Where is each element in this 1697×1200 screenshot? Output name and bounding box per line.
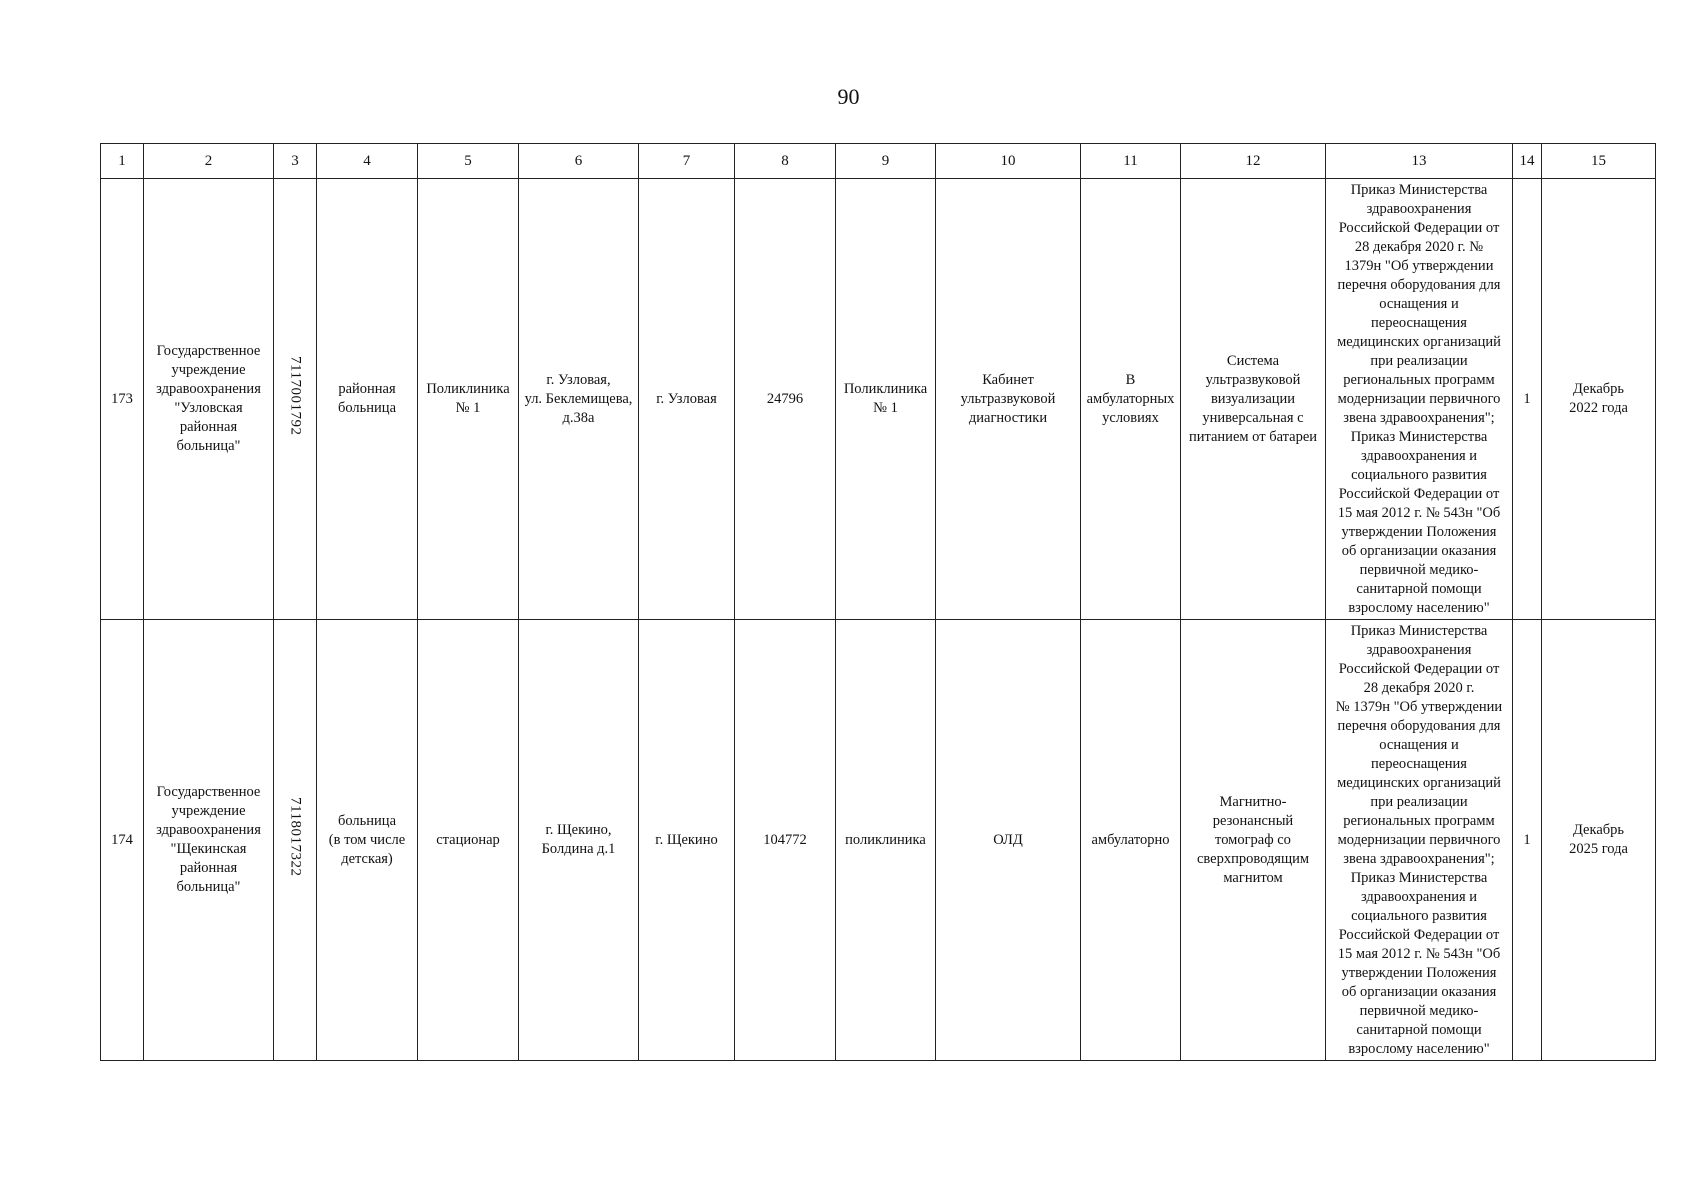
city-text: г. Узловая <box>656 390 717 407</box>
address-cell <box>519 179 639 620</box>
department-text: ОЛД <box>993 831 1023 848</box>
facility-type-text: больница (в том числе детская) <box>328 812 406 867</box>
column-number: 12 <box>1181 144 1326 179</box>
population-cell <box>735 179 836 620</box>
page-number: 90 <box>837 84 860 109</box>
inn-text: 7117001792 <box>287 356 304 436</box>
population-cell <box>735 620 836 1061</box>
quantity-cell <box>1513 620 1542 1061</box>
population-text: 104772 <box>763 831 807 848</box>
deadline-cell <box>1542 620 1656 1061</box>
legal-basis-text: Приказ Министерства здравоохранения Российской Федерации от 28 декабря 2020 г. № 1379н "Об утверждении перечня оборудования для оснащения и переоснащения медицинских организаций при реализации региональных программ модернизации первичного звена здравоохранения"; Приказ Министерства здравоохранения и социального развития Российской Федерации от 15 мая 2012 г. № 543н "Об утверждении Положения об организации оказания первичной медико- санитарной помощи взрослому населению" <box>1335 622 1503 1057</box>
unit-text: стационар <box>436 831 500 848</box>
column-number-row <box>101 144 1656 179</box>
row-number-cell <box>101 620 144 1061</box>
column-number: 8 <box>735 144 836 179</box>
department-cell <box>936 620 1081 1061</box>
organization-text: Государственное учреждение здравоохранения "Узловская районная больница" <box>156 343 261 454</box>
column-number: 3 <box>274 144 317 179</box>
subdivision-text: Поликлиника № 1 <box>843 381 928 416</box>
equipment-text: Система ультразвуковой визуализации универсальная с питанием от батареи <box>1188 352 1318 445</box>
city-text: г. Щекино <box>655 831 718 848</box>
unit-cell <box>418 620 519 1061</box>
equipment-text: Магнитно- резонансный томограф со сверхпроводящим магнитом <box>1196 793 1310 886</box>
column-number: 15 <box>1542 144 1656 179</box>
row-number-cell <box>101 179 144 620</box>
deadline-text: Декабрь 2022 года <box>1569 381 1628 416</box>
quantity-cell <box>1513 179 1542 620</box>
column-number: 13 <box>1326 144 1513 179</box>
column-number: 2 <box>144 144 274 179</box>
column-number: 11 <box>1081 144 1181 179</box>
deadline-text: Декабрь 2025 года <box>1569 822 1628 857</box>
column-number: 5 <box>418 144 519 179</box>
legal-basis-text: Приказ Министерства здравоохранения Российской Федерации от 28 декабря 2020 г. № 1379н "Об утверждении перечня оборудования для оснащения и переоснащения медицинских организаций при реализации региональных программ модернизации первичного звена здравоохранения"; Приказ Министерства здравоохранения и социального развития Российской Федерации от 15 мая 2012 г. № 543н "Об утверждении Положения об организации оказания первичной медико- санитарной помощи взрослому населению" <box>1337 181 1501 616</box>
inn-cell <box>274 179 317 620</box>
unit-cell <box>418 179 519 620</box>
city-cell <box>639 179 735 620</box>
population-text: 24796 <box>766 390 804 407</box>
conditions-text: В амбулаторных условиях <box>1086 371 1175 426</box>
address-cell <box>519 620 639 1061</box>
city-cell <box>639 620 735 1061</box>
column-number: 6 <box>519 144 639 179</box>
register-table <box>100 143 1656 1061</box>
quantity-text: 1 <box>1523 831 1531 848</box>
organization-cell <box>144 620 274 1061</box>
facility-type-cell <box>317 179 418 620</box>
conditions-text: амбулаторно <box>1091 831 1170 848</box>
subdivision-cell <box>836 620 936 1061</box>
facility-type-text: районная больница <box>338 381 396 416</box>
table-row <box>101 620 1656 1061</box>
organization-text: Государственное учреждение здравоохранения "Щекинская районная больница" <box>156 784 261 895</box>
organization-cell <box>144 179 274 620</box>
unit-text: Поликлиника № 1 <box>426 381 510 416</box>
column-number: 14 <box>1513 144 1542 179</box>
inn-cell <box>274 620 317 1061</box>
column-number: 10 <box>936 144 1081 179</box>
address-text: г. Щекино, Болдина д.1 <box>541 822 616 857</box>
column-number: 7 <box>639 144 735 179</box>
facility-type-cell <box>317 620 418 1061</box>
column-number: 1 <box>101 144 144 179</box>
subdivision-text: поликлиника <box>845 831 926 848</box>
quantity-text: 1 <box>1523 390 1531 407</box>
subdivision-cell <box>836 179 936 620</box>
equipment-cell <box>1181 179 1326 620</box>
inn-text: 7118017322 <box>287 797 304 877</box>
deadline-cell <box>1542 179 1656 620</box>
legal-basis-cell <box>1326 620 1513 1061</box>
department-cell <box>936 179 1081 620</box>
address-text: г. Узловая, ул. Беклемищева, д.38а <box>524 371 633 426</box>
row-number-text: 174 <box>111 831 133 848</box>
legal-basis-cell <box>1326 179 1513 620</box>
conditions-cell <box>1081 620 1181 1061</box>
department-text: Кабинет ультразвуковой диагностики <box>960 371 1056 426</box>
conditions-cell <box>1081 179 1181 620</box>
row-number-text: 173 <box>111 390 133 407</box>
equipment-cell <box>1181 620 1326 1061</box>
table-row <box>101 179 1656 620</box>
column-number: 9 <box>836 144 936 179</box>
column-number: 4 <box>317 144 418 179</box>
